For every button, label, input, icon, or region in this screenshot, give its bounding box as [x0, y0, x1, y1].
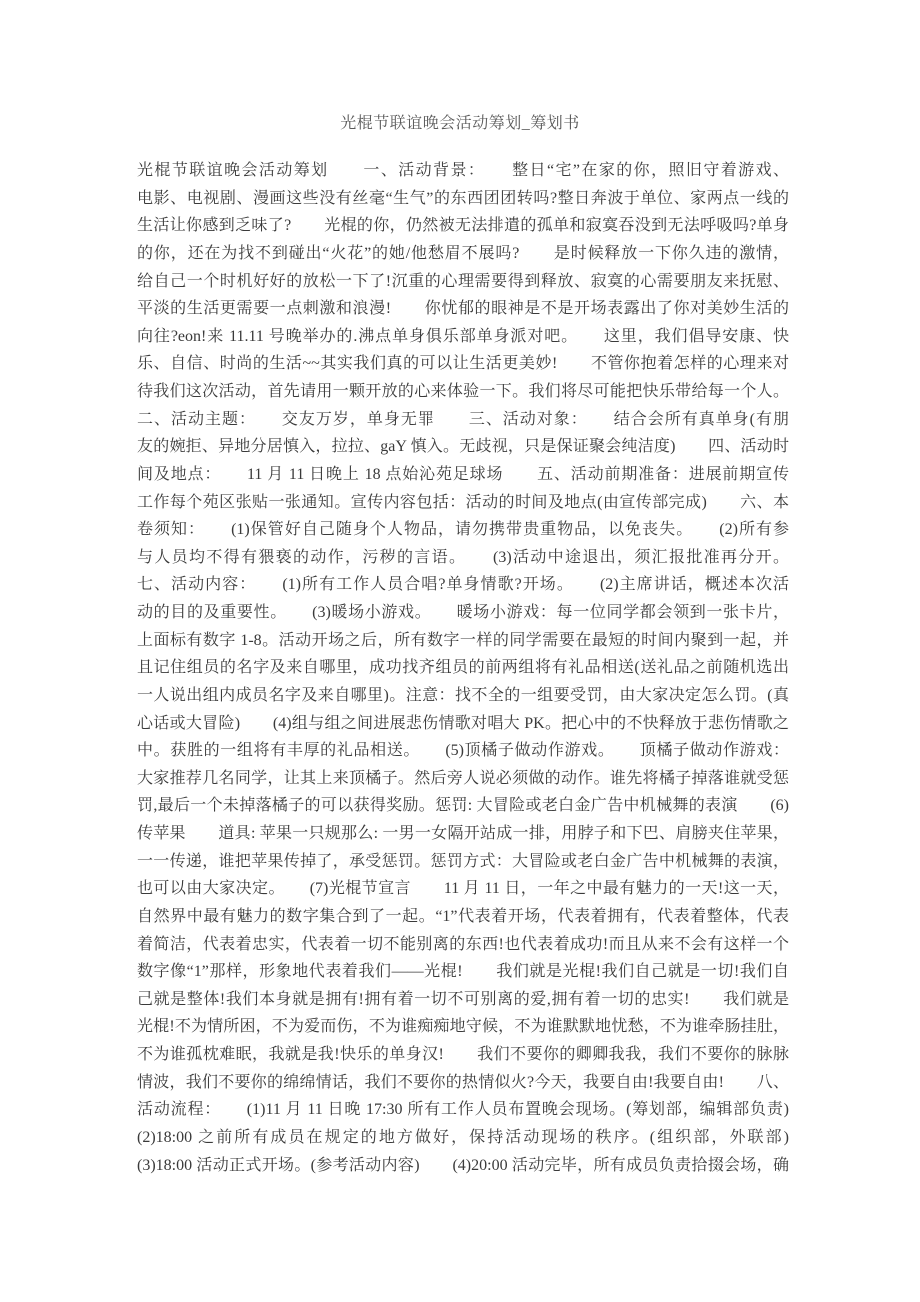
text-line: 二、活动主题： 交友万岁，单身无罪 三、活动对象： 结合会所有真单身(有朋	[137, 410, 789, 428]
text-line: 上面标有数字 1-8。活动开场之后，所有数字一样的同学需要在最短的时间内聚到一起，并	[137, 631, 789, 649]
text-line: 卷须知： (1)保管好自己随身个人物品，请勿携带贵重物品，以免丧失。 (2)所有参	[137, 521, 789, 539]
document-body	[137, 157, 789, 1179]
text-line: 向往?eon!来 11.11 号晚举办的.沸点单身俱乐部单身派对吧。 这里，我们倡导安康、快	[137, 327, 789, 345]
text-line: 心话或大冒险) (4)组与组之间进展悲伤情歌对唱大 PK。把心中的不快释放于悲伤情歌之	[137, 714, 789, 732]
text-line: 友的婉拒、异地分居慎入，拉拉、gaY 慎入。无歧视，只是保证聚会纯洁度) 四、活动时	[137, 438, 789, 456]
text-line: 数字像“1”那样，形象地代表着我们——光棍! 我们就是光棍!我们自己就是一切!我们自	[137, 963, 789, 981]
text-line: 活动流程： (1)11 月 11 日晚 17:30 所有工作人员布置晚会现场。(筹划部，编辑部负责)	[137, 1101, 789, 1119]
text-line: 的你，还在为找不到碰出“火花”的她/他愁眉不展吗? 是时候释放一下你久违的激情，	[137, 244, 789, 262]
text-line: (2)18:00 之前所有成员在规定的地方做好，保持活动现场的秩序。(组织部，外联部)	[137, 1128, 789, 1146]
text-line: 间及地点： 11 月 11 日晚上 18 点始沁苑足球场 五、活动前期准备：进展前期宣传	[137, 465, 789, 483]
text-line: 中。获胜的一组将有丰厚的礼品相送。 (5)顶橘子做动作游戏。 顶橘子做动作游戏：	[137, 742, 789, 760]
text-line: 给自己一个时机好好的放松一下了!沉重的心理需要得到释放、寂寞的心需要朋友来抚慰、	[137, 272, 789, 290]
text-line: 传苹果 道具: 苹果一只规那么: 一男一女隔开站成一排，用脖子和下巴、肩膀夹住苹果，	[137, 825, 789, 842]
text-line: 七、活动内容： (1)所有工作人员合唱?单身情歌?开场。 (2)主席讲话，概述本次活	[137, 576, 789, 594]
text-line: 且记住组员的名字及来自哪里，成功找齐组员的前两组将有礼品相送(送礼品之前随机选出	[137, 659, 789, 677]
text-line: 待我们这次活动，首先请用一颗开放的心来体验一下。我们将尽可能把快乐带给每一个人。	[137, 383, 789, 400]
text-line: 着简洁，代表着忠实，代表着一切不能别离的东西!也代表着成功!而且从来不会有这样一个	[137, 935, 789, 953]
text-line: 也可以由大家决定。 (7)光棍节宣言 11 月 11 日，一年之中最有魅力的一天!这一天，	[137, 880, 789, 898]
text-line: 大家推荐几名同学，让其上来顶橘子。然后旁人说必须做的动作。谁先将橘子掉落谁就受惩	[137, 769, 789, 787]
text-line: 罚,最后一个未掉落橘子的可以获得奖励。惩罚: 大冒险或老白金广告中机械舞的表演 (6)	[137, 797, 789, 815]
text-line: 己就是整体!我们本身就是拥有!拥有着一切不可别离的爱,拥有着一切的忠实! 我们就是	[137, 990, 789, 1008]
text-line: 平淡的生活更需要一点刺激和浪漫! 你忧郁的眼神是不是开场表露出了你对美妙生活的	[137, 300, 789, 318]
text-line: 动的目的及重要性。 (3)暖场小游戏。 暖场小游戏：每一位同学都会领到一张卡片，	[137, 604, 789, 621]
text-line: 工作每个苑区张贴一张通知。宣传内容包括：活动的时间及地点(由宣传部完成) 六、本	[137, 493, 789, 511]
text-line: 不为谁孤枕难眠，我就是我!快乐的单身汉! 我们不要你的卿卿我我，我们不要你的脉脉	[137, 1046, 789, 1063]
text-line: 一一传递，谁把苹果传掉了，承受惩罚。惩罚方式：大冒险或老白金广告中机械舞的表演，	[137, 852, 789, 870]
document-title: 光棍节联谊晚会活动筹划_筹划书	[340, 115, 580, 132]
text-line: 乐、自信、时尚的生活~~其实我们真的可以让生活更美妙! 不管你抱着怎样的心理来对	[137, 355, 789, 373]
text-line: 情波，我们不要你的绵绵情话，我们不要你的热情似火?今天，我要自由!我要自由! 八、	[137, 1073, 789, 1091]
text-line: 电影、电视剧、漫画这些没有丝毫“生气”的东西团团转吗?整日奔波于单位、家两点一线的	[137, 189, 789, 207]
text-line: 与人员均不得有猥亵的动作，污秽的言语。 (3)活动中途退出，须汇报批准再分开。	[137, 548, 789, 566]
text-line: 光棍节联谊晚会活动筹划 一、活动背景： 整日“宅”在家的你，照旧守着游戏、	[137, 162, 789, 179]
text-line: 一人说出组内成员名字及来自哪里)。注意：找不全的一组要受罚，由大家决定怎么罚。(真	[137, 686, 789, 704]
text-line: 光棍!不为情所困，不为爱而伤，不为谁痴痴地守候，不为谁默默地忧愁，不为谁牵肠挂肚，	[137, 1018, 789, 1036]
text-line: 生活让你感到乏味了? 光棍的你，仍然被无法排遣的孤单和寂寞吞没到无法呼吸吗?单身	[137, 217, 789, 235]
text-line: 自然界中最有魅力的数字集合到了一起。“1”代表着开场，代表着拥有，代表着整体，代表	[137, 907, 789, 925]
text-line: (3)18:00 活动正式开场。(参考活动内容) (4)20:00 活动完毕，所有成员负责拾掇会场，确	[137, 1156, 789, 1174]
